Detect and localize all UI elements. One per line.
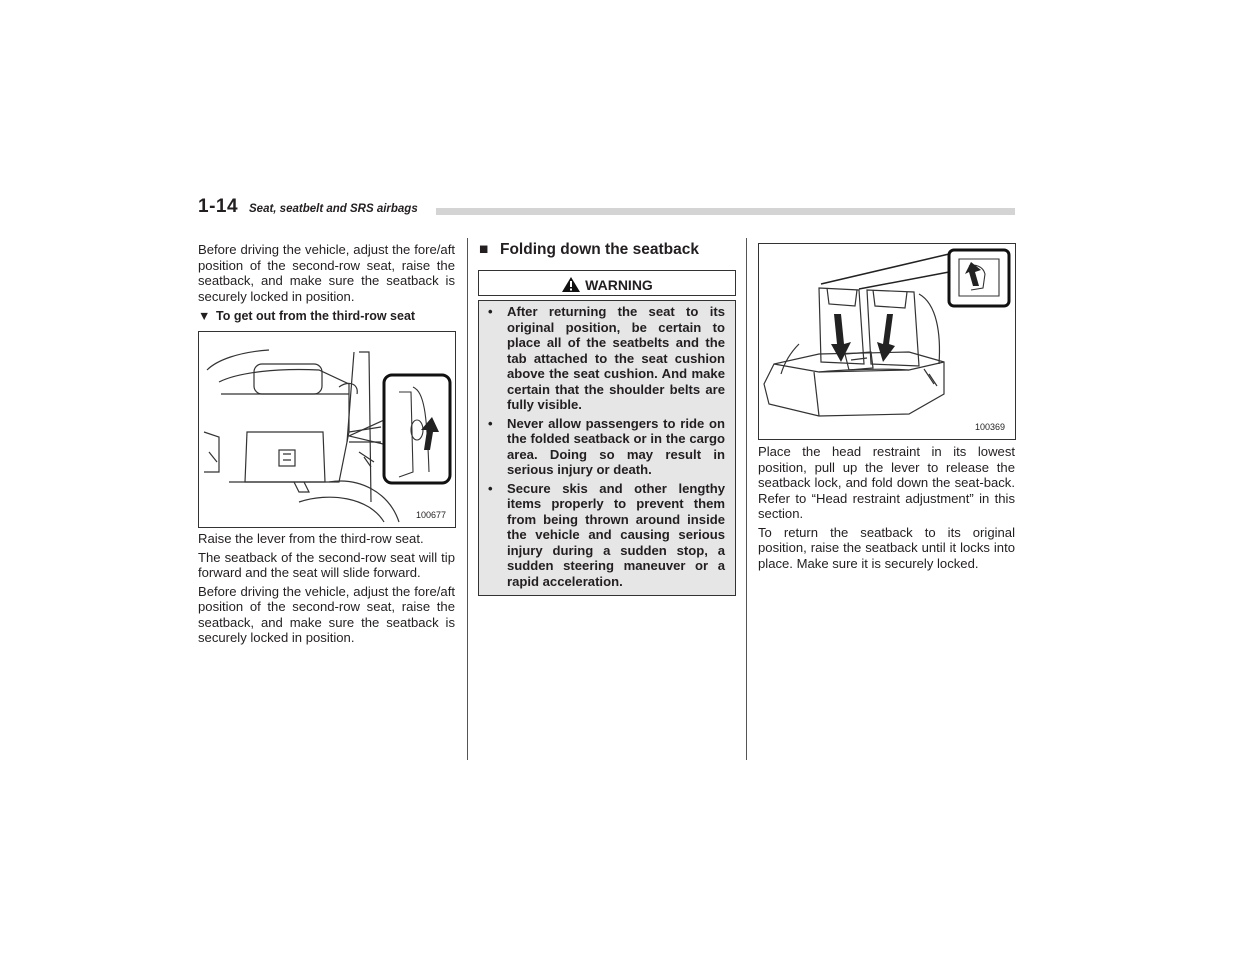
paragraph-raise-lever: Raise the lever from the third-row seat. [198, 531, 424, 546]
warning-item-text: After returning the seat to its original position, be certain to place all of the seatbelts and the tab attached to the seat cushion above the seat cushion. And make certain that the shoulder belts are fully visible. [507, 304, 725, 412]
warning-item-text: Never allow passengers to ride on the folded seatback or in the cargo area. Doing so may result in serious injury or death. [507, 415, 725, 477]
warning-item [479, 304, 725, 413]
square-marker-icon: ■ [479, 241, 489, 258]
seat-lever-illustration [199, 332, 455, 527]
left-intro-paragraph [198, 242, 455, 307]
bullet-dot-icon: • [488, 480, 493, 496]
paragraph-seatback-tip: The seatback of the second-row seat will tip forward and the seat will slide forward. [198, 549, 455, 580]
left-body-paragraphs [198, 531, 455, 649]
warning-item-text: Secure skis and other lengthy items properly to prevent them from being thrown around inside the vehicle and causing serious injury during a sudden stop, a sudden steering maneuver or a rapid acceleration. [507, 480, 725, 589]
bullet-dot-icon: • [488, 304, 493, 319]
column-divider-right [746, 238, 747, 760]
figure-third-row-lever [198, 331, 456, 528]
triangle-marker-icon: ▼ [198, 309, 211, 323]
page-number: 1-14 [198, 196, 239, 217]
bullet-dot-icon: • [488, 415, 493, 431]
subheading-text: To get out from the third-row seat [216, 309, 416, 323]
warning-header [478, 270, 736, 296]
intro-text: Before driving the vehicle, adjust the fore/aft position of the second-row seat, raise the seatback, and make sure the seatback is securely locked in position. [198, 242, 455, 304]
section-header-title: Seat, seatbelt and SRS airbags [249, 203, 418, 215]
subheading-third-row [198, 309, 458, 323]
warning-box [478, 300, 736, 596]
paragraph-adjust-fore-aft: Before driving the vehicle, adjust the fore/aft position of the second-row seat, raise the seatback, and make sure the seatback is securely locked in position. [198, 583, 455, 645]
warning-item [479, 481, 725, 590]
column-divider-left [467, 238, 468, 760]
paragraph-return-seatback: To return the seatback to its original position, raise the seatback until it locks into place. Make sure it is securely locked. [758, 524, 1015, 571]
section-heading-text: Folding down the seatback [500, 241, 699, 258]
right-body-paragraphs [758, 444, 1015, 574]
warning-label: WARNING [585, 277, 653, 293]
figure-seatback-fold [758, 243, 1016, 440]
header-rule-bar [436, 208, 1015, 215]
paragraph-head-restraint: Place the head restraint in its lowest position, pull up the lever to release the seatback lock, and fold down the seat-back. Refer to “Head restraint adjustment” in this section. [758, 444, 1015, 521]
warning-list [479, 304, 725, 589]
section-heading-folding [479, 241, 737, 259]
warning-triangle-icon [561, 276, 581, 293]
seatback-fold-illustration [759, 244, 1015, 439]
warning-item [479, 416, 725, 478]
figure-code-100677: 100677 [416, 510, 447, 520]
figure-code-100369: 100369 [975, 422, 1006, 432]
